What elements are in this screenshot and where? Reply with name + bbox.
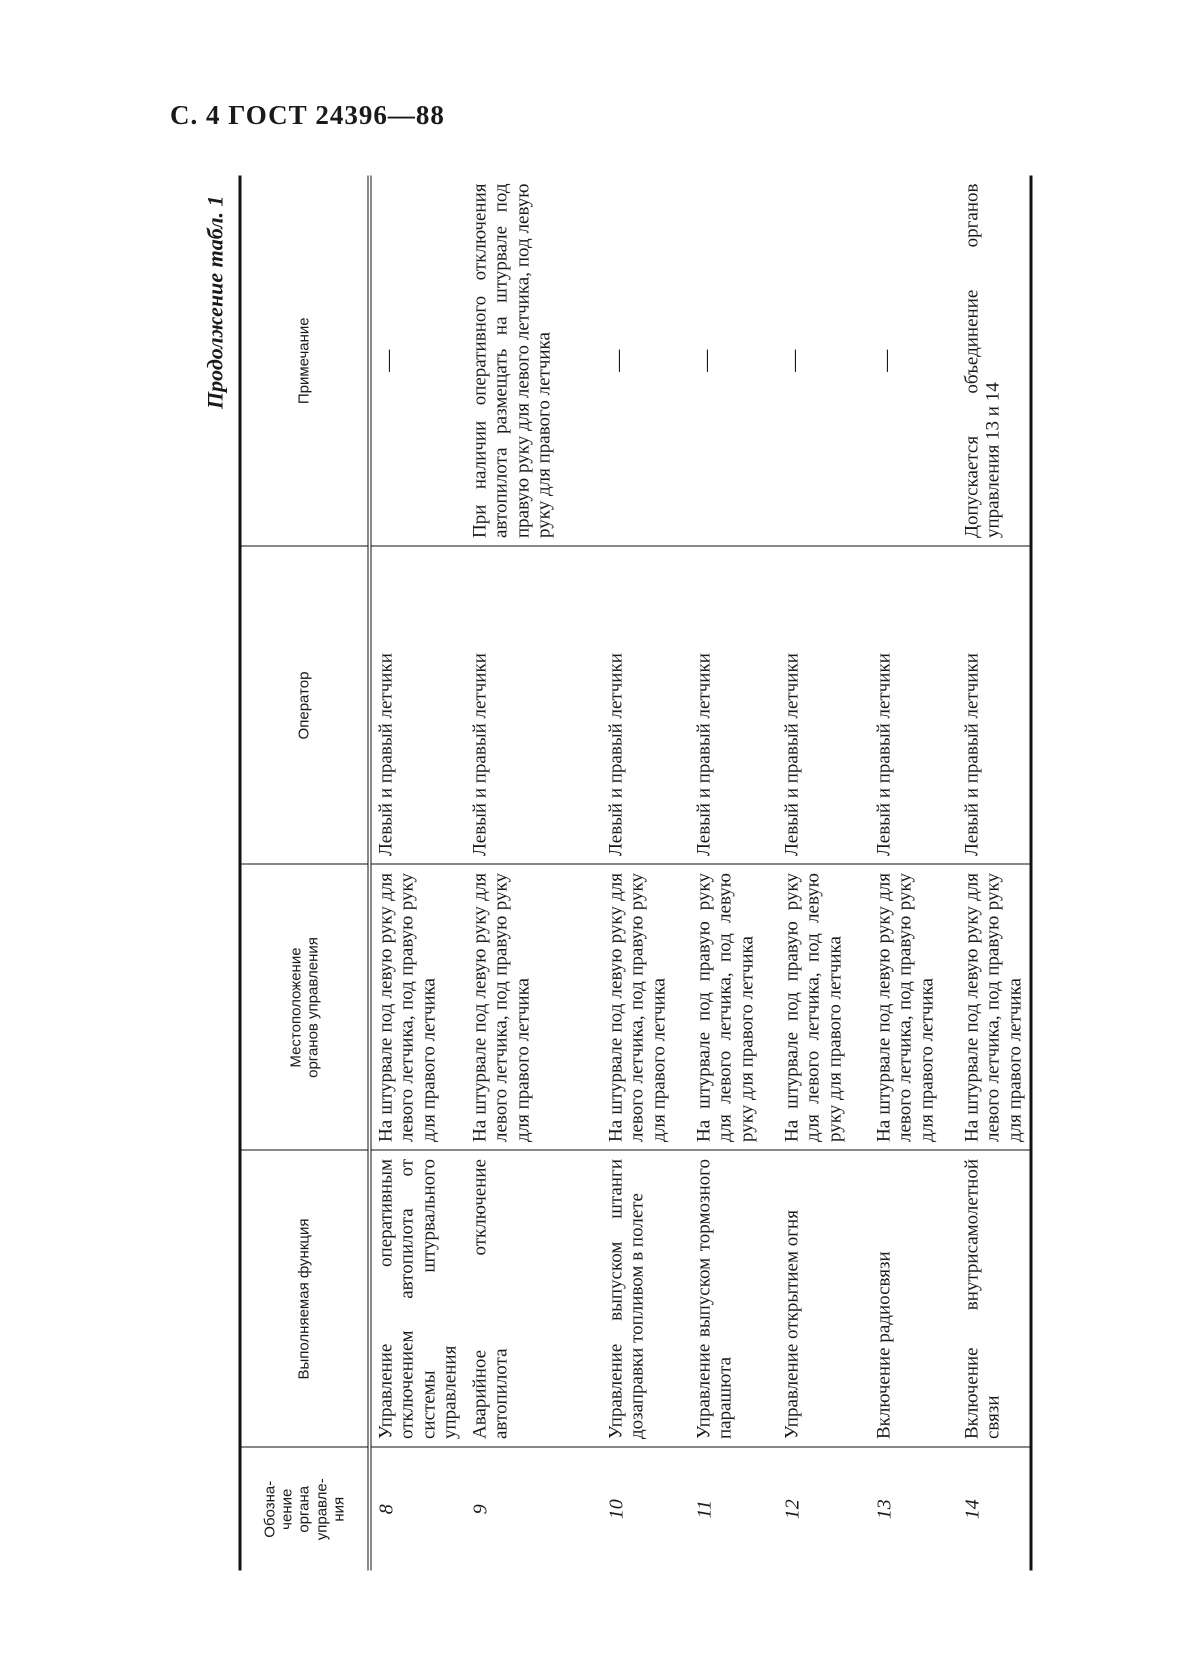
table-header-row [240, 175, 370, 1570]
table-row [957, 175, 1031, 1570]
controls-table [238, 175, 1032, 1570]
table-row [369, 175, 465, 1570]
row-operator: Левый и правый летчики [369, 546, 465, 864]
row-note: При наличии оперативного отключения автопилота размещать на штурвале под правую руку для левого летчика, под левую руку для правого летчика [465, 175, 601, 546]
table-row [601, 175, 689, 1570]
row-number: 8 [375, 1503, 397, 1514]
row-number: 13 [873, 1498, 895, 1519]
row-number: 14 [961, 1498, 983, 1519]
header-designation: Обозна- чение органа управле- ния [240, 1447, 370, 1570]
row-number: 9 [469, 1503, 491, 1514]
row-note: — [869, 175, 957, 546]
page-header: С. 4 ГОСТ 24396—88 [170, 100, 445, 130]
row-note: — [689, 175, 777, 546]
row-function: Аварийное отключение автопилота [465, 1150, 601, 1447]
row-operator: Левый и правый летчики [957, 546, 1031, 864]
table-row [777, 175, 869, 1570]
row-location: На штурвале под левую руку для левого летчика, под правую руку для правого летчика [601, 864, 689, 1150]
row-function: Включение радиосвязи [869, 1150, 957, 1447]
row-operator: Левый и правый летчики [465, 546, 601, 864]
row-note: — [777, 175, 869, 546]
row-operator: Левый и правый летчики [869, 546, 957, 864]
row-location: На штурвале под правую руку для левого летчика, под левую руку для правого летчика [689, 864, 777, 1150]
row-location: На штурвале под левую руку для левого летчика, под правую руку для правого летчика [957, 864, 1031, 1150]
row-function: Включение внутрисамолетной связи [957, 1150, 1031, 1447]
row-location: На штурвале под левую руку для левого летчика, под правую руку для правого летчика [369, 864, 465, 1150]
row-location: На штурвале под правую руку для левого летчика, под левую руку для правого летчика [777, 864, 869, 1150]
header-note: Примечание [240, 175, 370, 546]
row-number: 11 [693, 1499, 715, 1519]
table-caption: Продолжение табл. 1 [202, 195, 227, 409]
row-note: — [369, 175, 465, 546]
row-function: Управление открытием огня [777, 1150, 869, 1447]
row-function: Управление оперативным отключением автопилота от системы штурвального управления [369, 1150, 465, 1447]
row-number: 12 [781, 1498, 803, 1519]
row-location: На штурвале под левую руку для левого летчика, под правую руку для правого летчика [465, 864, 601, 1150]
row-operator: Левый и правый летчики [777, 546, 869, 864]
row-number: 10 [605, 1498, 627, 1519]
table-row [465, 175, 601, 1570]
row-note: Допускается объединение органов управления 13 и 14 [957, 175, 1031, 546]
row-operator: Левый и правый летчики [689, 546, 777, 864]
header-location: Местоположение органов управления [240, 864, 370, 1150]
header-function: Выполняемая функция [240, 1150, 370, 1447]
row-function: Управление выпуском штанги дозаправки топливом в полете [601, 1150, 689, 1447]
row-operator: Левый и правый летчики [601, 546, 689, 864]
row-location: На штурвале под левую руку для левого летчика, под правую руку для правого летчика [869, 864, 957, 1150]
table-row [869, 175, 957, 1570]
row-note: — [601, 175, 689, 546]
row-function: Управление выпуском тормозного парашюта [689, 1150, 777, 1447]
rotated-table-frame [200, 175, 1025, 1570]
header-operator: Оператор [240, 546, 370, 864]
table-row [689, 175, 777, 1570]
